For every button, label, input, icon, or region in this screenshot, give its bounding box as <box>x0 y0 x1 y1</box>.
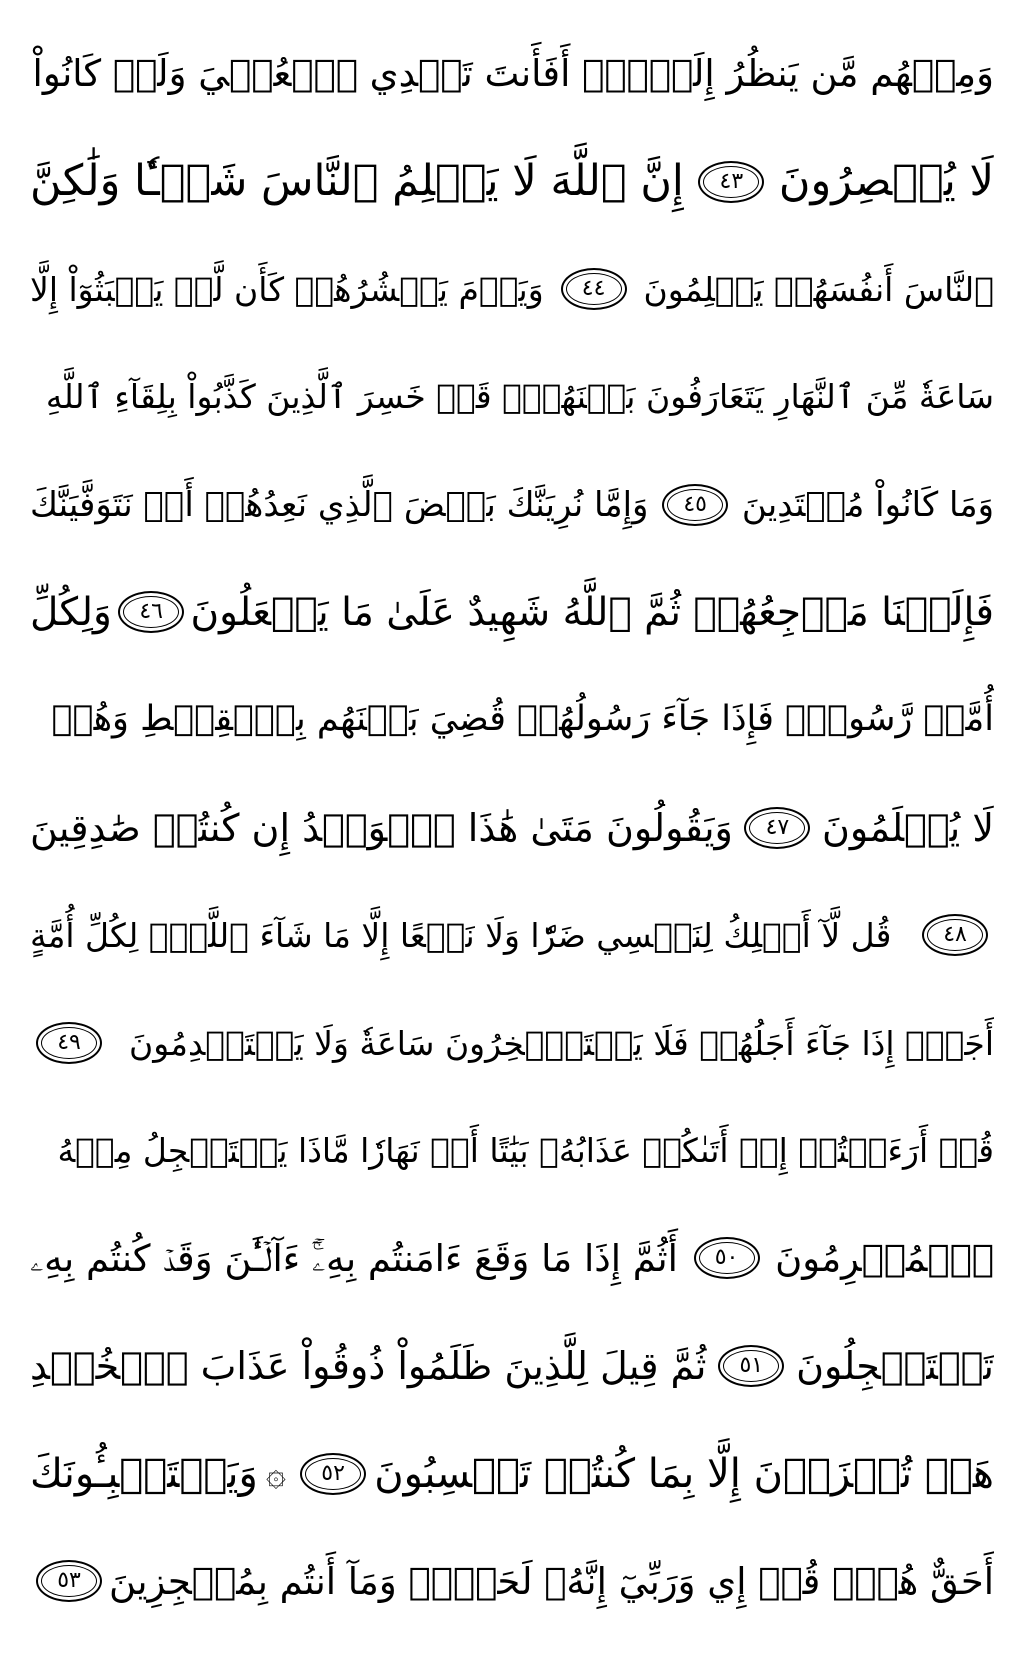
hizb-marker-icon: ۞ <box>266 1453 286 1494</box>
verse-text: لَا يُظۡلَمُونَ <box>821 805 994 850</box>
verse-text: وَيَقُولُونَ مَتَىٰ هَٰذَا ٱلۡوَعۡدُ إِن كُنتُمۡ صَٰدِقِينَ <box>30 805 733 850</box>
verse-text: سَاعَةٗ مِّنَ ٱلنَّهَارِ يَتَعَارَفُونَ بَيۡنَهُمۡۚ قَدۡ خَسِرَ ٱلَّذِينَ كَذَّبُواْ بِلِقَآءِ ٱللَّهِ <box>45 377 994 417</box>
verse-text: قُل لَّآ أَمۡلِكُ لِنَفۡسِي ضَرّٗا وَلَا نَفۡعًا إِلَّا مَا شَآءَ ٱللَّهُۗ لِكُلِّ أُمَّةٍ <box>30 915 892 955</box>
verse-text: ثُمَّ قِيلَ لِلَّذِينَ ظَلَمُواْ ذُوقُواْ عَذَابَ ٱلۡخُلۡدِ <box>30 1344 707 1389</box>
ayah-number-marker: ٤٥ <box>662 484 728 526</box>
ayah-number-marker: ٤٤ <box>561 268 627 310</box>
text-line-13 <box>30 1312 994 1420</box>
verse-text: أَحَقٌّ هُوَۖ قُلۡ إِي وَرَبِّيٓ إِنَّهُۥ لَحَقّٞۖ وَمَآ أَنتُم بِمُعۡجِزِينَ <box>109 1559 994 1603</box>
text-line-15 <box>30 1528 994 1636</box>
verse-text: وَيَوۡمَ يَحۡشُرُهُمۡ كَأَن لَّمۡ يَلۡبَثُوٓاْ إِلَّا <box>30 269 544 309</box>
text-line-8 <box>30 774 994 882</box>
verse-text: أَجَلٌۚ إِذَا جَآءَ أَجَلُهُمۡ فَلَا يَسۡتَـٔۡخِرُونَ سَاعَةٗ وَلَا يَسۡتَقۡدِمُونَ <box>129 1023 994 1063</box>
ayah-number-marker: ٤٨ <box>922 914 988 956</box>
verse-text: ٱلۡمُجۡرِمُونَ <box>775 1236 994 1280</box>
text-line-1 <box>30 20 994 128</box>
ayah-number-marker: ٥٢ <box>300 1453 366 1495</box>
verse-text: وَلِكُلِّ <box>30 589 112 635</box>
text-line-10 <box>30 989 994 1097</box>
verse-text: ٱلنَّاسَ أَنفُسَهُمۡ يَظۡلِمُونَ <box>643 269 994 309</box>
text-line-5 <box>30 451 994 559</box>
verse-text: فَإِلَيۡنَا مَرۡجِعُهُمۡ ثُمَّ ٱللَّهُ شَهِيدٌ عَلَىٰ مَا يَفۡعَلُونَ <box>190 589 994 635</box>
text-line-11 <box>30 1097 994 1205</box>
verse-text: وَمَا كَانُواْ مُهۡتَدِينَ <box>741 484 994 525</box>
ayah-number-marker: ٤٦ <box>118 591 184 633</box>
verse-text: وَيَسۡتَنۢبِـُٔونَكَ <box>30 1450 258 1497</box>
text-line-3 <box>30 235 994 343</box>
text-line-4 <box>30 343 994 451</box>
ayah-number-marker: ٤٩ <box>36 1022 102 1064</box>
text-line-2 <box>30 128 994 236</box>
verse-text: وَمِنۡهُم مَّن يَنظُرُ إِلَيۡكَۚ أَفَأَنتَ تَهۡدِي ٱلۡعُمۡيَ وَلَوۡ كَانُواْ <box>32 52 994 96</box>
verse-text: إِنَّ ٱللَّهَ لَا يَظۡلِمُ ٱلنَّاسَ شَيۡـٔٗا وَلَٰكِنَّ <box>30 156 684 207</box>
text-line-9 <box>30 882 994 990</box>
ayah-number-marker: ٤٣ <box>698 161 764 203</box>
verse-text: قُلۡ أَرَءَيۡتُمۡ إِنۡ أَتَىٰكُمۡ عَذَابُهُۥ بَيَٰتًا أَوۡ نَهَارٗا مَّاذَا يَسۡتَعۡجِلُ مِنۡهُ <box>57 1131 994 1171</box>
ayah-number-marker: ٤٧ <box>744 807 810 849</box>
verse-text: أَثُمَّ إِذَا مَا وَقَعَ ءَامَنتُم بِهِۦٓۚ ءَآلۡـَٰٔنَ وَقَدۡ كُنتُم بِهِۦ <box>30 1236 678 1280</box>
mushaf-page <box>30 20 994 1636</box>
ayah-number-marker: ٥١ <box>718 1345 784 1387</box>
ayah-number-marker: ٥٣ <box>36 1560 102 1602</box>
verse-text: هَلۡ تُجۡزَوۡنَ إِلَّا بِمَا كُنتُمۡ تَكۡسِبُونَ <box>374 1450 994 1497</box>
text-line-14 <box>30 1420 994 1528</box>
text-line-7 <box>30 666 994 774</box>
text-line-6 <box>30 558 994 666</box>
text-line-12 <box>30 1205 994 1313</box>
verse-text: لَا يُبۡصِرُونَ <box>778 156 994 207</box>
verse-text: أُمَّةٖ رَّسُولٞۖ فَإِذَا جَآءَ رَسُولُهُمۡ قُضِيَ بَيۡنَهُم بِٱلۡقِسۡطِ وَهُمۡ <box>51 699 994 740</box>
ayah-number-marker: ٥٠ <box>694 1237 760 1279</box>
verse-text: تَسۡتَعۡجِلُونَ <box>796 1344 994 1389</box>
verse-text: وَإِمَّا نُرِيَنَّكَ بَعۡضَ ٱلَّذِي نَعِدُهُمۡ أَوۡ نَتَوَفَّيَنَّكَ <box>30 484 649 525</box>
